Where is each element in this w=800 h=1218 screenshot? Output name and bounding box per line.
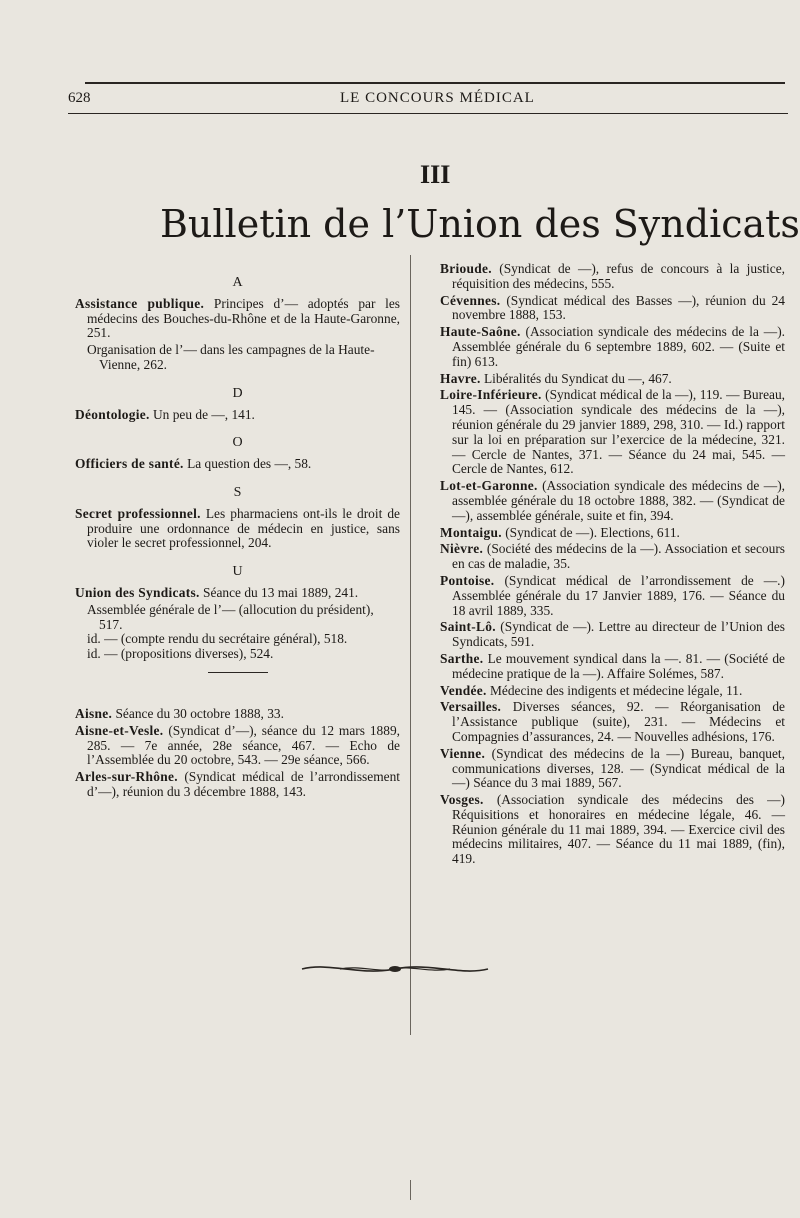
journal-title: LE CONCOURS MÉDICAL: [340, 90, 535, 106]
syndicat-entry: [440, 262, 785, 292]
entry-sub: id. — (propositions diverses), 524.: [87, 646, 274, 662]
entry-text: Médecine des indigents et médecine légale, 11.: [486, 682, 743, 698]
syndicat-entry: [440, 479, 785, 523]
letter-a: A: [232, 275, 243, 290]
top-rule: [85, 82, 785, 84]
entry-text: (Association syndicale des médecins de —), assemblée générale du 18 octobre 1888, 382. — (Syndicat de —), assemblée générale, suite et fin, 394.: [452, 478, 785, 523]
entry-text: (Syndicat des médecins de la —) Bureau, banquet, communications diverses, 128. — (Syndicat médical de la —) Séance du 3 mai 1889, 567.: [452, 745, 785, 791]
entry-head: Aisne.: [75, 705, 113, 721]
spacer: [75, 687, 400, 707]
entry-head: Arles-sur-Rhône.: [75, 769, 178, 785]
entry-head: Assistance publique.: [75, 295, 205, 311]
syndicat-entry: [440, 542, 785, 572]
entry-text: Libéralités du Syndicat du —, 467.: [480, 370, 672, 386]
syndicat-entry: [440, 620, 785, 650]
entry-text: La question des —, 58.: [183, 456, 312, 472]
entry-head: Haute-Saône.: [440, 324, 521, 340]
entry-sub: Organisation de l’— dans les campagnes de la Haute-Vienne, 262.: [87, 342, 375, 372]
syndicat-entry: [440, 526, 785, 541]
syndicat-entry: [75, 770, 400, 800]
index-entry: [75, 586, 400, 601]
running-header: [68, 90, 788, 114]
entry-head: Secret professionnel.: [75, 505, 201, 521]
syndicat-entry: [440, 388, 785, 477]
syndicat-entry: [440, 652, 785, 682]
entry-head: Nièvre.: [440, 541, 484, 557]
entry-head: Union des Syndicats.: [75, 584, 200, 600]
right-column: [440, 262, 785, 869]
index-entry: [75, 507, 400, 551]
letter-u: U: [232, 564, 243, 580]
entry-text: (Syndicat médical de la —), 119. — Bureau, 145. — (Association syndicale des médecins de la —), réunion générale du 29 janvier 1889, 298, 310. — Id.) rapport sur la loi en préparation sur l’exercice de la médecine, 321. — Cercle de Nantes, 371. — Séance du 24 mai, 545. — Cercle de Nantes, 612.: [452, 387, 785, 477]
entry-head: Officiers de santé.: [75, 456, 184, 472]
entry-head: Montaigu.: [440, 524, 502, 540]
entry-head: Déontologie.: [75, 406, 150, 422]
entry-text: Un peu de —, 141.: [149, 406, 255, 422]
column-divider-bottom: [410, 1180, 411, 1200]
syndicat-entry: [75, 724, 400, 768]
column-divider: [410, 255, 411, 1035]
syndicat-entry: [440, 793, 785, 867]
syndicat-entry: [75, 707, 400, 722]
entry-text: (Syndicat d’—), séance du 12 mars 1889, 285. — 7e année, 28e séance, 467. — Echo de l’Assemblée du 20 octobre, 543. — 29e séance, 566.: [87, 722, 400, 768]
entry-text: Séance du 30 octobre 1888, 33.: [112, 705, 284, 721]
section-number: III: [420, 160, 451, 189]
header-rule: [68, 113, 788, 114]
entry-head: Brioude.: [440, 261, 492, 276]
entry-text: (Syndicat médical des Basses —), réunion du 24 novembre 1888, 153.: [452, 292, 785, 323]
entry-text: Principes d’— adoptés par les médecins des Bouches-du-Rhône et de la Haute-Garonne, 251.: [87, 295, 401, 341]
entry-head: Cévennes.: [440, 292, 501, 308]
entry-text: Séance du 13 mai 1889, 241.: [199, 584, 359, 600]
section-title: Bulletin de l’Union des Syndicats: [160, 202, 800, 246]
entry-head: Sarthe.: [440, 650, 484, 666]
letter-o: O: [232, 435, 243, 451]
entry-head: Vendée.: [440, 682, 487, 698]
index-entry: [75, 297, 400, 341]
entry-text: (Syndicat de —), refus de concours à la justice, réquisition des médecins, 555.: [452, 261, 785, 291]
syndicat-entry: [440, 574, 785, 618]
entry-head: Lot-et-Garonne.: [440, 478, 538, 494]
entry-head: Havre.: [440, 370, 481, 386]
entry-head: Vosges.: [440, 792, 484, 808]
entry-text: (Société des médecins de la —). Association et secours en cas de maladie, 35.: [452, 541, 785, 572]
ornament-flourish: [300, 960, 490, 978]
entry-text: Diverses séances, 92. — Réorganisation de l’Assistance publique (suite), 231. — Médecins et Compagnies d’assurances, 24. — Nouvelles adhésions, 176.: [452, 699, 785, 744]
entry-head: Loire-Inférieure.: [440, 387, 542, 403]
entry-sub: id. — (compte rendu du secrétaire général), 518.: [87, 631, 348, 647]
syndicat-entry: [440, 372, 785, 387]
separator-rule: [208, 672, 268, 673]
left-column: [75, 268, 400, 802]
letter-s: S: [233, 484, 242, 500]
index-entry: [75, 457, 400, 472]
entry-head: Vienne.: [440, 745, 486, 761]
entry-sub: Assemblée générale de l’— (allocution du président), 517.: [87, 601, 374, 632]
entry-text: (Syndicat médical de l’arrondissement d’—), réunion du 3 décembre 1888, 143.: [87, 769, 400, 799]
entry-head: Pontoise.: [440, 572, 495, 588]
syndicat-entry: [440, 294, 785, 324]
entry-text: (Syndicat médical de l’arrondissement de —.) Assemblée générale du 17 Janvier 1889, 176. — Séance du 18 avril 1889, 335.: [452, 572, 785, 618]
entry-text: Le mouvement syndical dans la —. 81. — (Société de médecine pratique de la —). Affaire Solémes, 587.: [452, 650, 785, 681]
index-entry: [75, 408, 400, 423]
entry-head: Versailles.: [440, 699, 502, 715]
entry-head: Saint-Lô.: [440, 619, 496, 635]
entry-text: (Association syndicale des médecins de la —). Assemblée générale du 6 septembre 1889, 602. — (Suite et fin) 613.: [452, 324, 785, 369]
entry-head: Aisne-et-Vesle.: [75, 722, 164, 738]
letter-d: D: [232, 385, 243, 401]
entry-text: (Association syndicale des médecins des —) Réquisitions et honoraires en médecine légale, 46. — Réunion générale du 11 mai 1889, 394. — Exercice civil des médecins militaires, 407. — Séance du 11 mai 1889, (fin), 419.: [452, 792, 785, 867]
entry-text: Les pharmaciens ont-ils le droit de produire une ordonnance de médecin en justice, sans violer le secret professionnel, 204.: [87, 505, 400, 551]
entry-text: (Syndicat de —). Lettre au directeur de l’Union des Syndicats, 591.: [452, 619, 785, 650]
syndicat-entry: [440, 325, 785, 369]
syndicat-entry: [440, 684, 785, 699]
page-number: 628: [68, 90, 91, 106]
entry-text: (Syndicat de —). Elections, 611.: [501, 524, 680, 540]
syndicat-entry: [440, 700, 785, 744]
syndicat-entry: [440, 747, 785, 791]
